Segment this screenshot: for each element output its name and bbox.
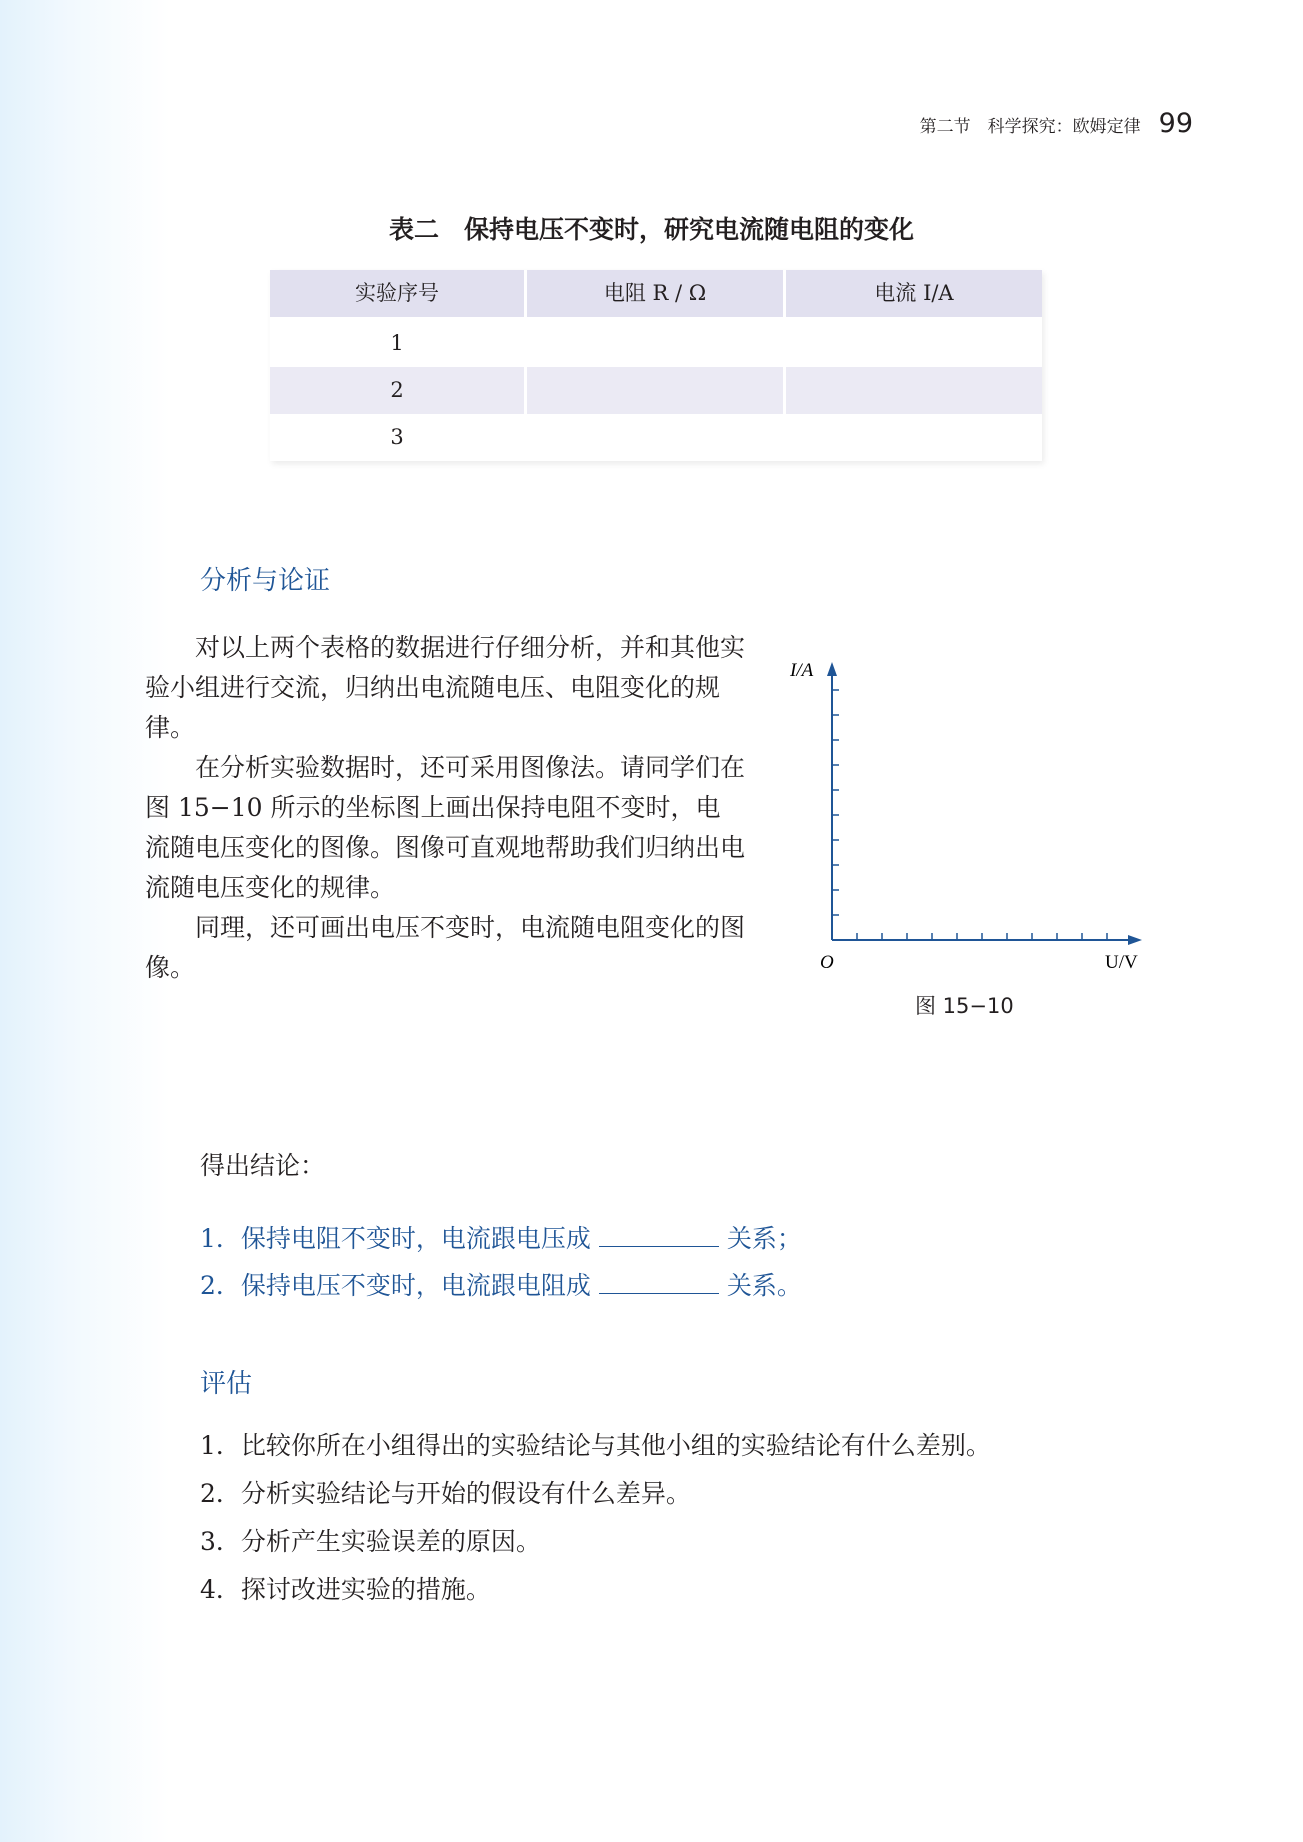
page-number: 99 <box>1158 108 1193 139</box>
table-cell <box>527 367 783 414</box>
analysis-heading: 分析与论证 <box>200 566 331 596</box>
y-axis-label: I/A <box>790 660 814 681</box>
evaluation-item: 3．分析产生实验误差的原因。 <box>200 1527 541 1556</box>
table-row <box>270 414 1042 461</box>
conclusion-item <box>200 1215 802 1262</box>
fill-blank[interactable] <box>599 1273 719 1294</box>
table-cell: 2 <box>270 367 524 414</box>
y-axis-arrow-icon <box>827 662 837 676</box>
table-cell <box>786 414 1042 461</box>
figure-caption: 图 15−10 <box>915 994 1014 1018</box>
x-axis-label: U/V <box>1105 952 1138 973</box>
table-row <box>270 367 1042 414</box>
table-header-row <box>270 270 1042 320</box>
analysis-paragraph: 对以上两个表格的数据进行仔细分析，并和其他实验小组进行交流，归纳出电流随电压、电阻变化的规律。 <box>145 633 746 742</box>
conclusion-list <box>200 1215 802 1309</box>
fill-blank[interactable] <box>599 1226 719 1247</box>
evaluation-item: 2．分析实验结论与开始的假设有什么差异。 <box>200 1479 691 1508</box>
conclusion-item-suffix: 关系； <box>726 1224 802 1253</box>
origin-label: O <box>820 952 834 973</box>
conclusion-item-text: 1．保持电阻不变时，电流跟电压成 <box>200 1224 591 1253</box>
analysis-paragraph: 在分析实验数据时，还可采用图像法。请同学们在图 15−10 所示的坐标图上画出保持电阻不变时，电流随电压变化的图像。图像可直观地帮助我们归纳出电流随电压变化的规律。 <box>145 753 746 902</box>
section-title: 第二节 科学探究：欧姆定律 <box>919 117 1141 137</box>
table-header-cell: 电阻 R / Ω <box>527 270 783 317</box>
y-axis-ticks <box>832 690 839 915</box>
conclusion-item <box>200 1262 802 1309</box>
table-cell: 3 <box>270 414 524 461</box>
analysis-text <box>145 628 745 988</box>
table-cell <box>527 320 783 367</box>
table-cell: 1 <box>270 320 524 367</box>
table-cell <box>527 414 783 461</box>
analysis-paragraph: 同理，还可画出电压不变时，电流随电阻变化的图像。 <box>145 913 746 982</box>
table-cell <box>786 320 1042 367</box>
table-row <box>270 320 1042 367</box>
table-caption: 表二 保持电压不变时，研究电流随电阻的变化 <box>388 215 914 244</box>
conclusion-lead: 得出结论： <box>200 1151 326 1180</box>
coordinate-graph <box>780 650 1160 980</box>
conclusion-item-suffix: 关系。 <box>726 1271 802 1300</box>
data-table <box>270 270 1042 461</box>
x-axis-arrow-icon <box>1128 935 1142 945</box>
evaluation-heading: 评估 <box>200 1369 253 1399</box>
page-header <box>920 108 1193 139</box>
evaluation-item: 1．比较你所在小组得出的实验结论与其他小组的实验结论有什么差别。 <box>200 1431 991 1460</box>
table-header-cell: 实验序号 <box>270 270 524 317</box>
table-header-cell: 电流 I/A <box>786 270 1042 317</box>
evaluation-list <box>200 1422 991 1614</box>
table-cell <box>786 367 1042 414</box>
evaluation-item: 4．探讨改进实验的措施。 <box>200 1575 491 1604</box>
conclusion-item-text: 2．保持电压不变时，电流跟电阻成 <box>200 1271 591 1300</box>
x-axis-ticks <box>857 933 1107 940</box>
